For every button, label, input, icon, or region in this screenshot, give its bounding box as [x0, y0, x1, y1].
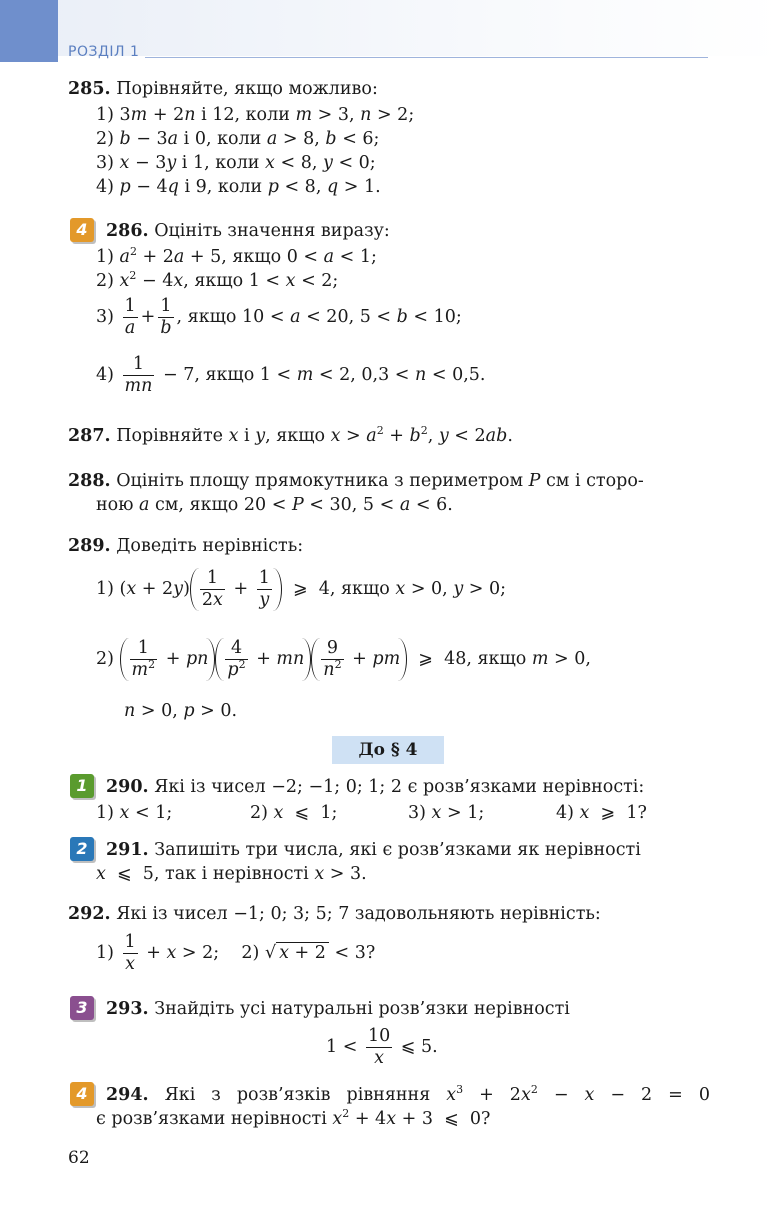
- problem-285-item-2: 2) b − 3a і 0, коли a > 8, b < 6;: [96, 129, 380, 149]
- problem-number: 294.: [106, 1085, 149, 1105]
- problem-text: Знайдіть усі натуральні розв’язки нерівності: [154, 999, 570, 1019]
- problem-291-line-2: x ⩽ 5, так і нерівності x > 3.: [96, 864, 367, 884]
- problem-290-option-2: 2) x ⩽ 1;: [250, 803, 338, 823]
- problem-289: [68, 535, 303, 557]
- problem-number: 285.: [68, 79, 111, 99]
- problem-288-line-2: ною a см, якщо 20 < P < 30, 5 < a < 6.: [96, 495, 453, 515]
- problem-289-item-2-cont: n > 0, p > 0.: [124, 701, 238, 721]
- problem-number: 292.: [68, 904, 111, 924]
- problem-289-item-2: 2) $\frac{1}{m^2}$ + pn $\frac{4}{p^2}$ + mn $\frac{9}{n^2}$ + pm ⩾ 48, якщо m > 0,: [96, 638, 591, 680]
- problem-285-item-3: 3) x − 3y і 1, коли x < 8, y < 0;: [96, 153, 376, 173]
- problem-292-items: 1) $\frac{1}{x}$ + x > 2; 2) √ x + 2 < 3?: [96, 932, 376, 974]
- section-banner: До § 4: [332, 736, 444, 764]
- level-2-icon: 2: [70, 837, 94, 861]
- problem-285: [68, 78, 378, 100]
- level-4-icon: 4: [70, 1082, 94, 1106]
- problem-290-option-4: 4) x ⩾ 1?: [556, 803, 647, 823]
- problem-286-item-1: 1) $a^2 + 2a + 5$, якщо 0 < a < 1;: [96, 245, 377, 267]
- section-label: РОЗДІЛ 1: [68, 44, 140, 60]
- problem-289-item-1: 1) (x + 2y) $\frac{1}{2x}$ + $\frac{1}{y}$ ⩾ 4, якщо x > 0, y > 0;: [96, 568, 507, 610]
- problem-287: 287. Порівняйте x і y, якщо $x > a^2 + b^2$, y < 2ab.: [68, 424, 513, 446]
- problem-number: 293.: [106, 999, 149, 1019]
- level-3-icon: 3: [70, 996, 94, 1020]
- problem-288-line-1: 288. Оцініть площу прямокутника з периметром P см і сторо-: [68, 471, 644, 491]
- problem-number: 289.: [68, 536, 111, 556]
- header-rule: [145, 57, 708, 58]
- problem-number: 286.: [106, 221, 149, 241]
- problem-286-item-3: 3) $\frac{1}{a}$ + $\frac{1}{b}$ , якщо 10 < a < 20, 5 < b < 10;: [96, 296, 462, 338]
- level-1-icon: 1: [70, 774, 94, 798]
- problem-number: 287.: [68, 426, 111, 446]
- problem-290-option-1: 1) x < 1;: [96, 803, 173, 823]
- problem-number: 288.: [68, 471, 111, 491]
- problem-292: 292. Які із чисел −1; 0; 3; 5; 7 задовольняють нерівність:: [68, 904, 601, 924]
- problem-text: Оцініть значення виразу:: [154, 221, 390, 241]
- problem-290-option-3: 3) x > 1;: [408, 803, 485, 823]
- problem-286-item-2: 2) $x^2 - 4x$, якщо 1 < x < 2;: [96, 269, 339, 291]
- problem-286-item-4: 4) $\frac{1}{mn}$ − 7, якщо 1 < m < 2, 0,3 < n < 0,5.: [96, 354, 486, 396]
- problem-293-formula: 1 < $\frac{10}{x}$ ⩽ 5.: [326, 1026, 438, 1068]
- page-number: 62: [68, 1148, 90, 1168]
- chapter-tab-block: [0, 0, 58, 62]
- problem-294-line-1: 294. Які з розв’язків рівняння $x^3 + 2x^2 - x - 2 = 0$: [106, 1083, 710, 1105]
- problem-285-item-1: 1) 3m + 2n і 12, коли m > 3, n > 2;: [96, 105, 415, 125]
- problem-text: Доведіть нерівність:: [116, 536, 304, 556]
- problem-285-item-4: 4) p − 4q і 9, коли p < 8, q > 1.: [96, 177, 381, 197]
- problem-293: [106, 998, 570, 1020]
- problem-text: Порівняйте, якщо можливо:: [116, 79, 378, 99]
- problem-number: 290.: [106, 777, 149, 797]
- problem-294-line-2: є розв’язками нерівності $x^2 + 4x + 3$ ⩽ 0?: [96, 1107, 491, 1129]
- problem-291-line-1: 291. Запишіть три числа, які є розв’язками як нерівності: [106, 840, 641, 860]
- problem-number: 291.: [106, 840, 149, 860]
- problem-290: 290. Які із чисел −2; −1; 0; 1; 2 є розв’язками нерівності:: [106, 777, 645, 797]
- problem-286: [106, 220, 390, 242]
- level-4-icon: 4: [70, 218, 94, 242]
